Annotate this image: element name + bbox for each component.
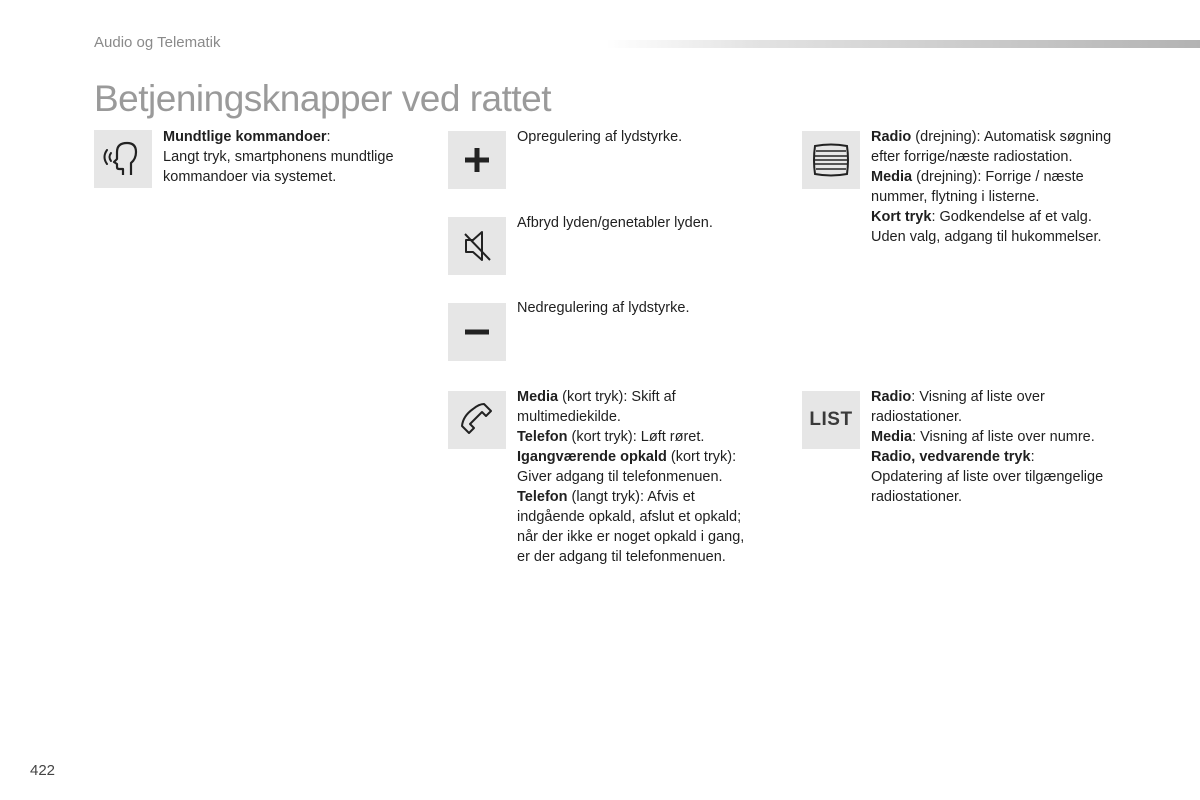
voice-command-description	[163, 127, 394, 187]
description-bold-term: Telefon	[517, 489, 568, 505]
description-line	[517, 507, 744, 527]
description-text: : Visning af liste over	[911, 389, 1045, 405]
description-line	[517, 387, 744, 407]
description-bold-term: Media	[871, 429, 913, 445]
description-line	[517, 527, 744, 547]
mute-icon	[457, 226, 497, 266]
voice-command-icon-box	[94, 130, 152, 188]
description-line	[517, 487, 744, 507]
section-label: Audio og Telematik	[94, 34, 221, 51]
description-text: Opdatering af liste over tilgængelige	[871, 469, 1104, 485]
volume-down-icon	[462, 317, 492, 347]
description-line	[871, 147, 1111, 167]
description-text: (drejning): Forrige / næste	[912, 169, 1084, 185]
list-label: LIST	[809, 409, 853, 430]
description-text: indgående opkald, afslut et opkald;	[517, 509, 742, 525]
description-text: : Godkendelse af et valg.	[931, 209, 1092, 225]
phone-icon	[457, 400, 497, 440]
description-text: (kort tryk):	[666, 449, 737, 465]
thumbwheel-icon-box	[802, 131, 860, 189]
list-icon-box	[802, 391, 860, 449]
description-line	[163, 167, 394, 187]
description-text: nummer, flytning i listerne.	[871, 189, 1040, 205]
description-line	[517, 447, 744, 467]
description-line	[871, 447, 1103, 467]
mute-description	[517, 213, 713, 233]
description-line	[517, 213, 713, 233]
volume-down-description	[517, 298, 689, 318]
description-bold-term: Media	[871, 169, 913, 185]
description-text: Opregulering af lydstyrke.	[517, 129, 683, 145]
description-text: (langt tryk): Afvis et	[567, 489, 695, 505]
description-line	[517, 298, 689, 318]
description-bold-term: Telefon	[517, 429, 568, 445]
description-text: efter forrige/næste radiostation.	[871, 149, 1073, 165]
description-text: :	[1030, 449, 1035, 465]
volume-up-icon-box	[448, 131, 506, 189]
description-text: Afbryd lyden/genetabler lyden.	[517, 215, 713, 231]
description-line	[871, 207, 1111, 227]
description-line	[871, 467, 1103, 487]
description-line	[517, 427, 744, 447]
description-line	[871, 487, 1103, 507]
phone-description	[517, 387, 744, 567]
description-bold-term: Kort tryk	[871, 209, 932, 225]
description-text: Langt tryk, smartphonens mundtlige	[163, 149, 394, 165]
description-text: radiostationer.	[871, 489, 963, 505]
description-text: : Visning af liste over numre.	[912, 429, 1095, 445]
page-number: 422	[30, 762, 56, 779]
description-line	[517, 467, 744, 487]
volume-up-icon	[462, 145, 492, 175]
description-text: (kort tryk): Skift af	[558, 389, 676, 405]
description-line	[517, 127, 682, 147]
description-text: :	[326, 129, 331, 145]
description-bold-term: Radio	[871, 129, 912, 145]
description-text: (kort tryk): Løft røret.	[567, 429, 705, 445]
page-title: Betjeningsknapper ved rattet	[94, 78, 552, 119]
volume-down-icon-box	[448, 303, 506, 361]
description-bold-term: Radio	[871, 389, 912, 405]
description-bold-term: Mundtlige kommandoer	[163, 129, 327, 145]
description-line	[871, 427, 1103, 447]
list-description	[871, 387, 1103, 507]
phone-icon-box	[448, 391, 506, 449]
description-text: (drejning): Automatisk søgning	[911, 129, 1112, 145]
description-text: når der ikke er noget opkald i gang,	[517, 529, 745, 545]
description-bold-term: Igangværende opkald	[517, 449, 667, 465]
description-line	[163, 147, 394, 167]
description-line	[163, 127, 394, 147]
header-gradient-bar	[606, 40, 1200, 48]
volume-up-description	[517, 127, 682, 147]
description-line	[871, 167, 1111, 187]
thumbwheel-description	[871, 127, 1111, 247]
description-line	[871, 407, 1103, 427]
description-text: er der adgang til telefonmenuen.	[517, 549, 726, 565]
description-line	[517, 547, 744, 567]
description-text: Nedregulering af lydstyrke.	[517, 300, 690, 316]
description-text: Giver adgang til telefonmenuen.	[517, 469, 723, 485]
mute-icon-box	[448, 217, 506, 275]
description-bold-term: Radio, vedvarende tryk	[871, 449, 1031, 465]
description-line	[871, 227, 1111, 247]
description-text: kommandoer via systemet.	[163, 169, 337, 185]
description-text: multimediekilde.	[517, 409, 621, 425]
description-text: radiostationer.	[871, 409, 963, 425]
description-line	[871, 127, 1111, 147]
description-bold-term: Media	[517, 389, 559, 405]
description-line	[871, 387, 1103, 407]
description-text: Uden valg, adgang til hukommelser.	[871, 229, 1102, 245]
description-line	[517, 407, 744, 427]
voice-command-icon	[101, 137, 145, 181]
description-line	[871, 187, 1111, 207]
thumbwheel-icon	[811, 143, 851, 177]
